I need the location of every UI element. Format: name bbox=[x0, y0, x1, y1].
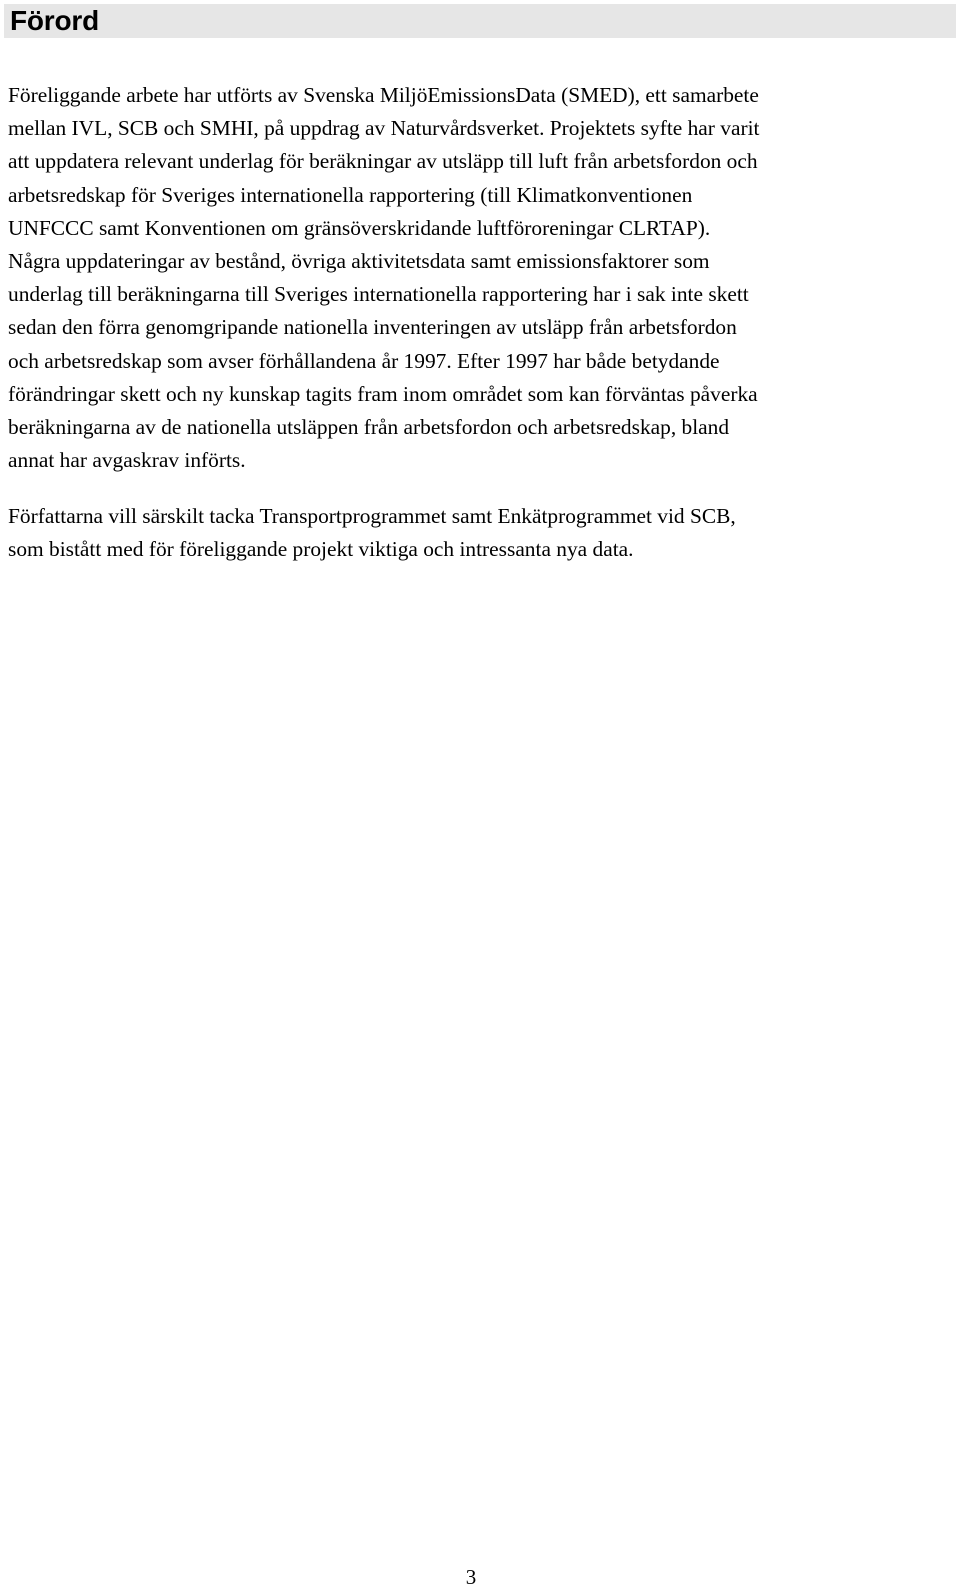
text-line: och arbetsredskap som avser förhållandena år 1997. Efter 1997 har både betydande bbox=[8, 348, 720, 373]
text-line: arbetsredskap för Sveriges internationella rapportering (till Klimatkonventionen bbox=[8, 182, 693, 207]
text-line: att uppdatera relevant underlag för beräkningar av utsläpp till luft från arbetsfordon och bbox=[8, 149, 758, 174]
text-line: UNFCCC samt Konventionen om gränsöverskridande luftföroreningar CLRTAP). bbox=[8, 215, 711, 240]
text-line: Några uppdateringar av bestånd, övriga aktivitetsdata samt emissionsfaktorer som bbox=[8, 249, 710, 274]
text-line: beräkningarna av de nationella utsläppen från arbetsfordon och arbetsredskap, bland bbox=[8, 415, 730, 440]
text-line: mellan IVL, SCB och SMHI, på uppdrag av Naturvårdsverket. Projektets syfte har varit bbox=[8, 116, 760, 141]
heading-bar bbox=[4, 4, 956, 38]
text-line: annat har avgaskrav införts. bbox=[8, 448, 246, 473]
page-number: 3 bbox=[465, 1565, 477, 1589]
text-line: underlag till beräkningarna till Sveriges internationella rapportering har i sak inte skett bbox=[8, 282, 749, 307]
text-line: sedan den förra genomgripande nationella inventeringen av utsläpp från arbetsfordon bbox=[8, 315, 737, 340]
paragraph-intro bbox=[8, 79, 943, 477]
page-title: Förord bbox=[10, 5, 100, 36]
text-line: förändringar skett och ny kunskap tagits fram inom området som kan förväntas påverka bbox=[8, 381, 758, 406]
text-line: Föreliggande arbete har utförts av Svenska MiljöEmissionsData (SMED), ett samarbete bbox=[8, 83, 759, 107]
paragraph-acknowledgement bbox=[8, 500, 943, 566]
text-line: Författarna vill särskilt tacka Transportprogrammet samt Enkätprogrammet vid SCB, bbox=[8, 504, 736, 528]
text-line: som bistått med för föreliggande projekt viktiga och intressanta nya data. bbox=[8, 537, 634, 562]
